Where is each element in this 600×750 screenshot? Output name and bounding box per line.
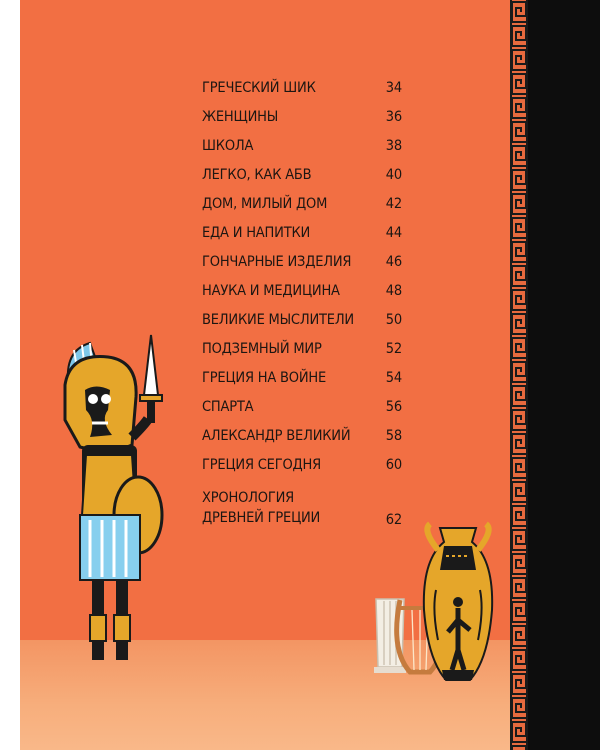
toc-title: АЛЕКСАНДР ВЕЛИКИЙ: [202, 428, 351, 444]
amphora-icon: [418, 520, 498, 690]
toc-title-line: ХРОНОЛОГИЯ: [202, 490, 295, 506]
toc-page-number: 56: [385, 399, 402, 415]
sword-icon: [140, 335, 162, 423]
book-page: [20, 0, 510, 750]
toc-title: НАУКА И МЕДИЦИНА: [202, 283, 340, 299]
toc-title-line: ДРЕВНЕЙ ГРЕЦИИ: [202, 510, 321, 526]
toc-title: СПАРТА: [202, 399, 254, 415]
toc-entry[interactable]: [202, 488, 412, 532]
toc-title: ГРЕЧЕСКИЙ ШИК: [202, 80, 316, 96]
page-edge: [528, 0, 600, 750]
toc-page-number: 42: [385, 196, 402, 212]
toc-title: ПОДЗЕМНЫЙ МИР: [202, 341, 322, 357]
helmet-icon: [65, 357, 136, 451]
toc-title: ГОНЧАРНЫЕ ИЗДЕЛИЯ: [202, 254, 352, 270]
toc-title: ШКОЛА: [202, 138, 254, 154]
toc-title: ЕДА И НАПИТКИ: [202, 225, 311, 241]
toc-page-number: 46: [385, 254, 402, 270]
toc-page-number: 48: [385, 283, 402, 299]
toc-page-number: 36: [385, 109, 402, 125]
toc-title: ГРЕЦИЯ СЕГОДНЯ: [202, 457, 322, 473]
toc-page-number: 52: [385, 341, 402, 357]
toc-page-number: 44: [385, 225, 402, 241]
toc-page-number: 50: [385, 312, 402, 328]
toc-page-number: 58: [385, 428, 402, 444]
toc-title: [202, 488, 320, 528]
warrior-illustration: [40, 325, 180, 675]
toc-title: ЖЕНЩИНЫ: [202, 109, 279, 125]
toc-title: ЛЕГКО, КАК АБВ: [202, 167, 312, 183]
toc-page-number: 40: [385, 167, 402, 183]
toc-page-number: 62: [385, 512, 402, 528]
toc-title: ГРЕЦИЯ НА ВОЙНЕ: [202, 370, 327, 386]
meander-border: [510, 0, 528, 750]
toc-page-number: 60: [385, 457, 402, 473]
toc-page-number: 34: [385, 80, 402, 96]
toc-title: ВЕЛИКИЕ МЫСЛИТЕЛИ: [202, 312, 354, 328]
toc-title: ДОМ, МИЛЫЙ ДОМ: [202, 196, 328, 212]
toc-page-number: 54: [385, 370, 402, 386]
toc-page-number: 38: [385, 138, 402, 154]
